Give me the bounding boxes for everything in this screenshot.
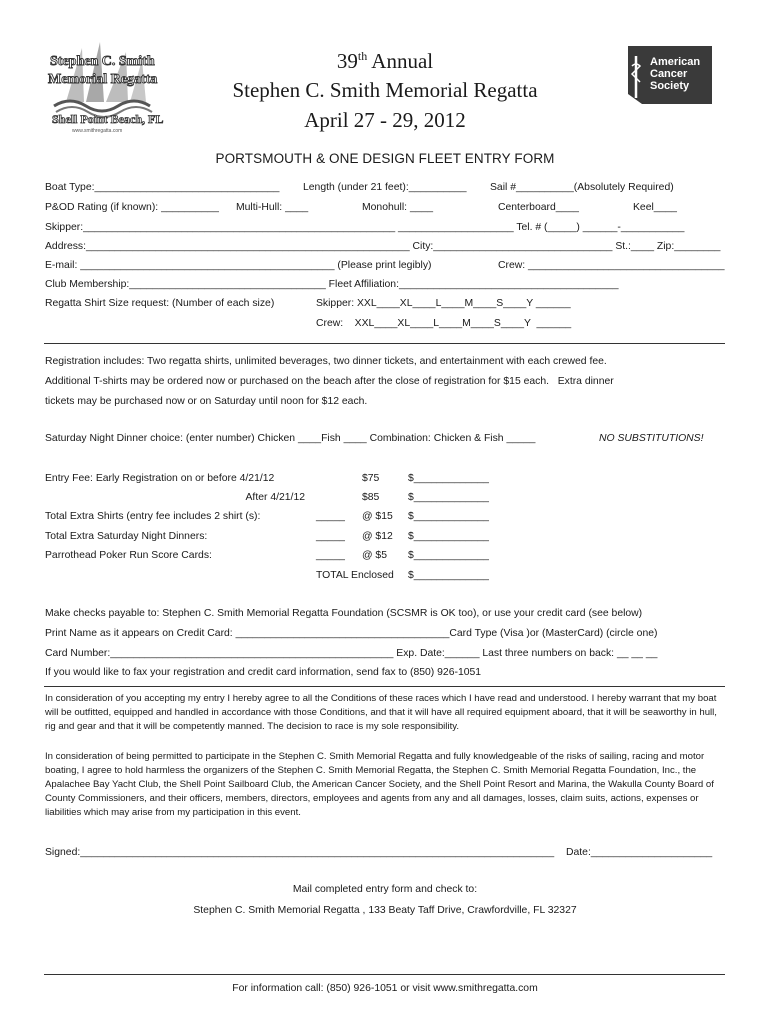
acs-line2: Cancer [650,68,688,80]
no-substitutions-note: NO SUBSTITUTIONS! [599,433,704,444]
poker-amount[interactable]: $_____________ [408,550,489,561]
footer-divider [44,974,725,975]
centerboard-field[interactable]: Centerboard____ [498,202,579,213]
mail-instruction: Mail completed entry form and check to: [292,884,478,895]
skipper-field[interactable]: Skipper:______________________________________________________ ____________________ Tel. # (_____) ______-___________ [45,222,685,233]
registration-line2: Additional T-shirts may be ordered now or purchased on the beach after the close of registration for $15 each. Extra dinner [45,376,614,387]
total-amount[interactable]: $_____________ [408,570,489,581]
late-price: $85 [362,492,380,503]
title-ordinal: 39 [336,49,358,73]
late-registration-label: After 4/21/12 [245,492,305,503]
early-registration-label: Entry Fee: Early Registration on or before 4/21/12 [45,473,275,484]
date-field[interactable]: Date:_____________________ [566,847,713,858]
club-field[interactable]: Club Membership:__________________________________ Fleet Affiliation:______________________________________ [45,279,619,290]
shirt-size-label: Regatta Shirt Size request: (Number of each size) [45,298,275,309]
registration-line3: tickets may be purchased now or on Saturday until noon for $12 each. [45,396,368,407]
keel-field[interactable]: Keel____ [633,202,677,213]
poker-price: @ $5 [362,550,387,561]
logo-text-line1: Stephen C. Smith [50,54,155,69]
divider [44,686,725,687]
dinner-choice-field[interactable]: Saturday Night Dinner choice: (enter number) Chicken ____Fish ____ Combination: Chicken & Fish _____ [45,433,536,444]
title-line3: April 27 - 29, 2012 [304,108,466,132]
registration-line1: Registration includes: Two regatta shirts, unlimited beverages, two dinner tickets, and entertainment with each crewed fee. [45,356,607,367]
card-number-field[interactable]: Card Number:_________________________________________________ Exp. Date:______ Last three numbers on back: __ __ __ [45,648,658,659]
logo-text-line2: Memorial Regatta [48,72,158,87]
waiver-paragraph-2: In consideration of being permitted to participate in the Stephen C. Smith Memorial Regatta and fully knowledgeable of the risks of sailing, racing and motor boating, I agree to hold harmless the organizers of the Stephen C. Smith Memorial Regatta, the Stephen C. Smith Memorial Regatta Foundation, Inc., the Apalachee Bay Yacht Club, the Shell Point Sailboard Club, the American Cancer Society, and the Shell Point Resort and Marina, the Wakulla County Board of County Commissioners, and their officers, members, directors, employees and agents from any and all damages, losses, claim suits, actions, expenses or liabilities which may arise from my participation in this event. [45,751,714,818]
credit-card-name-field[interactable]: Print Name as it appears on Credit Card: _____________________________________Card Type (Visa )or (MasterCard) (circle one) [45,628,658,639]
crew-field[interactable]: Crew: __________________________________ [498,260,725,271]
extra-dinners-qty[interactable]: _____ [316,531,345,542]
early-amount[interactable]: $_____________ [408,473,489,484]
multihull-field[interactable]: Multi-Hull: ____ [236,202,309,213]
title-line1 [185,44,585,73]
pod-rating-field[interactable]: P&OD Rating (if known): __________ [45,202,219,213]
address-field[interactable]: Address:________________________________________________________ City:_______________________________ St.:____ Zip:________ [45,241,721,252]
monohull-field[interactable]: Monohull: ____ [362,202,434,213]
poker-run-qty[interactable]: _____ [316,550,345,561]
shirt-price: @ $15 [362,511,393,522]
skipper-shirt-field[interactable]: Skipper: XXL____XL____L____M____S____Y ______ [316,298,571,309]
email-field[interactable]: E-mail: ____________________________________________ (Please print legibly) [45,260,432,271]
acs-line3: Society [650,80,690,92]
shirts-amount[interactable]: $_____________ [408,511,489,522]
dinners-amount[interactable]: $_____________ [408,531,489,542]
extra-shirts-qty[interactable]: _____ [316,511,345,522]
boat-type-field[interactable]: Boat Type:________________________________ [45,182,280,193]
regatta-logo [38,40,168,150]
footer-info: For information call: (850) 926-1051 or visit www.smithregatta.com [232,983,538,994]
total-enclosed-label: TOTAL Enclosed [316,570,394,581]
early-price: $75 [362,473,380,484]
divider [44,343,725,344]
sail-number-field[interactable]: Sail #__________(Absolutely Required) [490,182,674,193]
late-amount[interactable]: $_____________ [408,492,489,503]
mail-address: Stephen C. Smith Memorial Regatta , 133 Beaty Taff Drive, Crawfordville, FL 32327 [193,905,577,916]
form-title: PORTSMOUTH & ONE DESIGN FLEET ENTRY FORM [215,151,555,166]
extra-dinners-label: Total Extra Saturday Night Dinners: [45,531,208,542]
logo-url: www.smithregatta.com [72,128,123,134]
title-sup: th [357,49,368,63]
waiver-paragraph-1: In consideration of you accepting my entry I hereby agree to all the Conditions of these races which I have read and understood. I hereby warrant that my boat will be outfitted, equipped and handled in accordance with those Conditions, and that it will have all required equipment aboard, that it will be seaworthy in hull, rig and gear and that it will be competently manned. The decision to race is my sole responsibility. [45,693,717,732]
title-word: Annual [367,49,434,73]
crew-shirt-field[interactable]: Crew: XXL____XL____L____M____S____Y ______ [316,318,572,329]
payment-line1: Make checks payable to: Stephen C. Smith Memorial Regatta Foundation (SCSMR is OK too), or use your credit card (see below) [45,608,643,619]
title-line2: Stephen C. Smith Memorial Regatta [232,78,538,102]
logo-text-line3: Shell Point Beach, FL [52,112,164,126]
extra-shirts-label: Total Extra Shirts (entry fee includes 2 shirt (s): [45,511,261,522]
acs-line1: American [650,56,701,68]
fax-line: If you would like to fax your registration and credit card information, send fax to (850) 926-1051 [45,667,482,678]
length-field[interactable]: Length (under 21 feet):__________ [303,182,467,193]
dinner-price: @ $12 [362,531,393,542]
acs-logo [628,46,712,104]
poker-run-label: Parrothead Poker Run Score Cards: [45,550,212,561]
signature-field[interactable]: Signed:__________________________________________________________________________________ [45,847,555,858]
